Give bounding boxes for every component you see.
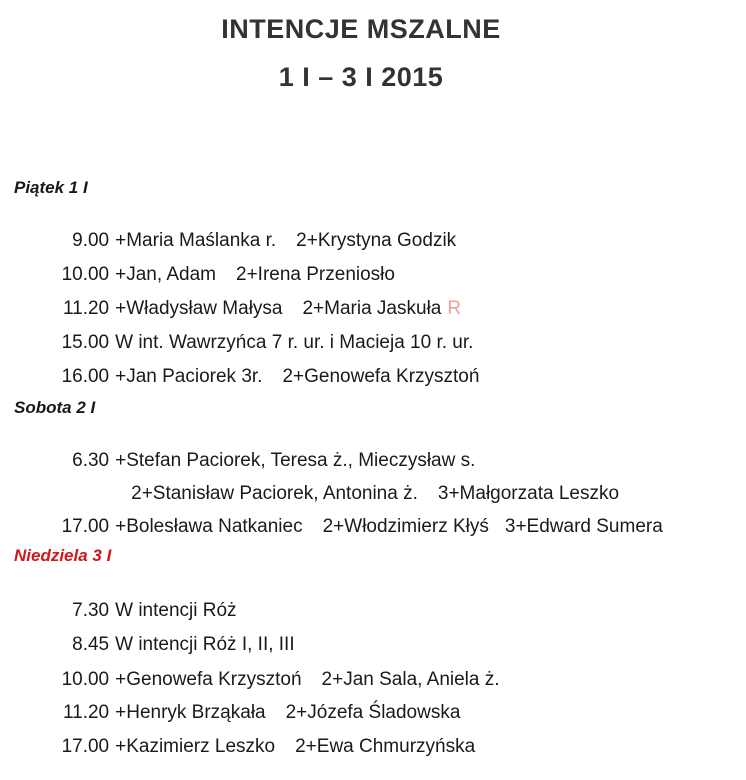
intention-extra: 2+Irena Przeniosło [236,264,395,285]
intention-text: +Jan, Adam [115,264,216,285]
mass-time: 17.00 [61,516,110,537]
mass-time: 10.00 [61,264,110,285]
mass-time: 6.30 [72,450,110,471]
intention-extra: 2+Krystyna Godzik [296,230,457,251]
intention-text: W intencji Róż I, II, III [115,634,295,655]
intention-text: +Kazimierz Leszko [115,736,276,757]
intention-text: +Bolesława Natkaniec [115,516,303,537]
intention-extra: 2+Ewa Chmurzyńska [295,736,476,757]
intention-text: W intencji Róż [115,600,237,621]
mass-entry [32,494,663,560]
intention-text: 2+Stanisław Paciorek, Antonina ż. [131,483,418,504]
mass-time: 17.00 [61,736,110,757]
intention-extra: 2+Genowefa Krzysztoń [282,366,480,387]
intention-text: +Genowefa Krzysztoń [115,669,302,690]
intention-text: W int. Wawrzyńca 7 r. ur. i Macieja 10 r. ur. [115,332,474,353]
intention-text: +Jan Paciorek 3r. [115,366,263,387]
day-heading-friday: Piątek 1 I [14,178,88,197]
intention-extra: 3+Edward Sumera [504,516,663,537]
day-heading-sunday: Niedziela 3 I [14,546,112,565]
mass-time: 15.00 [61,332,110,353]
date-range: 1 I – 3 I 2015 [278,62,444,92]
mass-time: 10.00 [61,669,110,690]
intention-extra: 3+Małgorzata Leszko [437,483,620,504]
faint-mark: R [447,298,462,319]
intention-text: +Stefan Paciorek, Teresa ż., Mieczysław s. [115,450,476,471]
intention-extra: 2+Jan Sala, Aniela ż. [321,669,500,690]
mass-time: 11.20 [62,298,110,319]
mass-time: 11.20 [62,702,110,723]
mass-entry [32,344,479,410]
intention-extra: 2+Włodzimierz Kłyś [322,516,489,537]
intention-extra: 2+Józefa Śladowska [285,702,461,723]
mass-time: 7.30 [72,600,110,621]
page-title: INTENCJE MSZALNE [221,14,501,44]
day-heading-saturday: Sobota 2 I [14,398,96,417]
mass-time: 9.00 [72,230,110,251]
mass-time: 16.00 [61,366,110,387]
intention-text: +Henryk Brząkała [115,702,266,723]
intention-text: +Maria Maślanka r. [115,230,277,251]
mass-entry [32,714,475,780]
mass-time: 8.45 [72,634,110,655]
intention-text: +Władysław Małysa [115,298,283,319]
intention-extra: 2+Maria Jaskuła [302,298,442,319]
